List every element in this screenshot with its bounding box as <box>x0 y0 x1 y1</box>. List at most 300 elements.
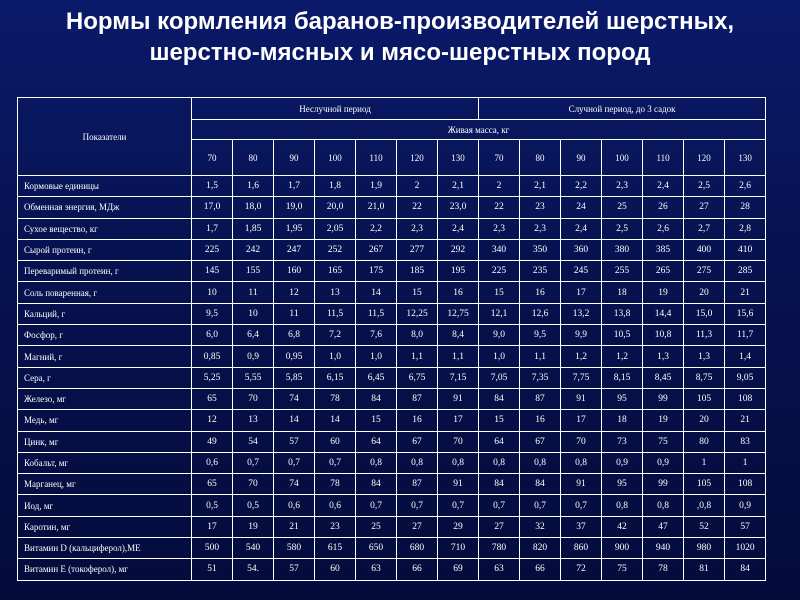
table-cell: 175 <box>356 261 397 282</box>
table-cell: 74 <box>274 474 315 495</box>
table-cell: 5,85 <box>274 367 315 388</box>
table-cell: 18 <box>602 410 643 431</box>
table-cell: 108 <box>725 388 766 409</box>
table-cell: 91 <box>438 474 479 495</box>
table-row <box>18 239 766 260</box>
table-cell: 340 <box>479 239 520 260</box>
table-cell: 8,75 <box>684 367 725 388</box>
table-cell: 0,7 <box>520 495 561 516</box>
table-cell: 15,6 <box>725 303 766 324</box>
row-label: Сухое вещество, кг <box>18 218 192 239</box>
table-cell: 185 <box>397 261 438 282</box>
table-cell: 6,8 <box>274 325 315 346</box>
table-cell: 13 <box>315 282 356 303</box>
table-cell: 7,6 <box>356 325 397 346</box>
live-weight-header: Живая масса, кг <box>192 120 766 140</box>
table-cell: 19 <box>233 516 274 537</box>
table-cell: 2,3 <box>479 218 520 239</box>
table-cell: 14 <box>315 410 356 431</box>
table-cell: 23 <box>520 197 561 218</box>
table-cell: 277 <box>397 239 438 260</box>
table-row <box>18 282 766 303</box>
table-cell: 5,25 <box>192 367 233 388</box>
table-cell: 11,5 <box>315 303 356 324</box>
table-cell: 1,2 <box>561 346 602 367</box>
table-cell: 9,5 <box>192 303 233 324</box>
table-cell: 66 <box>520 559 561 580</box>
table-cell: 11 <box>274 303 315 324</box>
row-label: Кормовые единицы <box>18 176 192 197</box>
table-cell: 7,2 <box>315 325 356 346</box>
table-row <box>18 303 766 324</box>
breeding-weight-header: 80 <box>520 140 561 176</box>
table-cell: 25 <box>602 197 643 218</box>
non-breeding-period-header: Неслучной период <box>192 98 479 120</box>
table-cell: 0,7 <box>274 452 315 473</box>
non-breeding-weight-header: 120 <box>397 140 438 176</box>
table-cell: 84 <box>479 388 520 409</box>
table-cell: 78 <box>315 388 356 409</box>
table-cell: 14,4 <box>643 303 684 324</box>
table-cell: 9,9 <box>561 325 602 346</box>
table-cell: 0,7 <box>561 495 602 516</box>
table-cell: 225 <box>192 239 233 260</box>
table-cell: 66 <box>397 559 438 580</box>
table-cell: 360 <box>561 239 602 260</box>
table-cell: 26 <box>643 197 684 218</box>
table-cell: 0,8 <box>643 495 684 516</box>
table-cell: 69 <box>438 559 479 580</box>
table-cell: 13,8 <box>602 303 643 324</box>
table-cell: 11,5 <box>356 303 397 324</box>
table-cell: 23 <box>315 516 356 537</box>
table-cell: 2 <box>397 176 438 197</box>
table-cell: 0,7 <box>233 452 274 473</box>
table-cell: 0,6 <box>192 452 233 473</box>
feeding-norms-table-container <box>17 97 765 581</box>
table-cell: 8,15 <box>602 367 643 388</box>
row-label: Магний, г <box>18 346 192 367</box>
table-cell: 242 <box>233 239 274 260</box>
table-cell: 15,0 <box>684 303 725 324</box>
table-cell: 0,9 <box>233 346 274 367</box>
table-cell: 9,05 <box>725 367 766 388</box>
row-label: Каротин, мг <box>18 516 192 537</box>
table-cell: 0,8 <box>479 452 520 473</box>
table-cell: 14 <box>274 410 315 431</box>
table-cell: 265 <box>643 261 684 282</box>
table-cell: 84 <box>725 559 766 580</box>
table-cell: 16 <box>520 282 561 303</box>
table-cell: 650 <box>356 538 397 559</box>
row-label: Соль поваренная, г <box>18 282 192 303</box>
table-cell: 0,6 <box>315 495 356 516</box>
breeding-period-header: Случной период, до 3 садок <box>479 98 766 120</box>
table-cell: 99 <box>643 388 684 409</box>
table-row <box>18 538 766 559</box>
table-cell: 21 <box>274 516 315 537</box>
table-row <box>18 559 766 580</box>
non-breeding-weight-header: 80 <box>233 140 274 176</box>
row-label: Иод, мг <box>18 495 192 516</box>
table-cell: 275 <box>684 261 725 282</box>
table-cell: 9,0 <box>479 325 520 346</box>
table-row <box>18 388 766 409</box>
table-cell: 16 <box>397 410 438 431</box>
row-label: Обменная энергия, МДж <box>18 197 192 218</box>
table-cell: 0,7 <box>356 495 397 516</box>
table-cell: 12 <box>274 282 315 303</box>
table-cell: 0,5 <box>192 495 233 516</box>
table-cell: 1,8 <box>315 176 356 197</box>
table-cell: 8,45 <box>643 367 684 388</box>
table-cell: 1,7 <box>274 176 315 197</box>
table-cell: 73 <box>602 431 643 452</box>
table-cell: 1,9 <box>356 176 397 197</box>
row-label: Витамин D (кальциферол),МЕ <box>18 538 192 559</box>
table-cell: 980 <box>684 538 725 559</box>
table-cell: 63 <box>479 559 520 580</box>
table-row <box>18 325 766 346</box>
table-cell: 105 <box>684 388 725 409</box>
table-cell: 255 <box>602 261 643 282</box>
row-label: Витамин Е (токоферол), мг <box>18 559 192 580</box>
table-cell: 6,0 <box>192 325 233 346</box>
table-cell: ,0,8 <box>684 495 725 516</box>
table-cell: 21 <box>725 410 766 431</box>
table-cell: 2 <box>479 176 520 197</box>
title-line-1: Нормы кормления баранов-производителей шерстных, <box>65 8 735 35</box>
row-label: Кобальт, мг <box>18 452 192 473</box>
table-cell: 1,4 <box>725 346 766 367</box>
table-cell: 0,9 <box>643 452 684 473</box>
table-cell: 1,0 <box>356 346 397 367</box>
breeding-weight-header: 120 <box>684 140 725 176</box>
table-cell: 12 <box>192 410 233 431</box>
table-cell: 580 <box>274 538 315 559</box>
table-cell: 64 <box>356 431 397 452</box>
table-cell: 1,1 <box>397 346 438 367</box>
table-cell: 11,7 <box>725 325 766 346</box>
table-cell: 292 <box>438 239 479 260</box>
table-cell: 2,4 <box>438 218 479 239</box>
non-breeding-weight-header: 90 <box>274 140 315 176</box>
table-cell: 1,85 <box>233 218 274 239</box>
table-cell: 54 <box>233 431 274 452</box>
table-cell: 2,5 <box>684 176 725 197</box>
table-cell: 19 <box>643 282 684 303</box>
table-cell: 19,0 <box>274 197 315 218</box>
table-cell: 81 <box>684 559 725 580</box>
table-cell: 0,95 <box>274 346 315 367</box>
table-cell: 780 <box>479 538 520 559</box>
table-cell: 54. <box>233 559 274 580</box>
table-cell: 1,0 <box>479 346 520 367</box>
table-cell: 350 <box>520 239 561 260</box>
table-cell: 247 <box>274 239 315 260</box>
table-cell: 285 <box>725 261 766 282</box>
table-cell: 20,0 <box>315 197 356 218</box>
table-row <box>18 261 766 282</box>
table-cell: 12,25 <box>397 303 438 324</box>
table-cell: 410 <box>725 239 766 260</box>
table-cell: 500 <box>192 538 233 559</box>
table-cell: 22 <box>397 197 438 218</box>
table-cell: 20 <box>684 282 725 303</box>
table-cell: 7,75 <box>561 367 602 388</box>
table-cell: 10,5 <box>602 325 643 346</box>
table-cell: 13,2 <box>561 303 602 324</box>
table-cell: 52 <box>684 516 725 537</box>
table-cell: 87 <box>397 474 438 495</box>
table-cell: 23,0 <box>438 197 479 218</box>
table-cell: 15 <box>397 282 438 303</box>
table-cell: 80 <box>684 431 725 452</box>
table-cell: 17 <box>192 516 233 537</box>
table-cell: 7,05 <box>479 367 520 388</box>
row-label: Кальций, г <box>18 303 192 324</box>
row-label: Цинк, мг <box>18 431 192 452</box>
table-cell: 95 <box>602 388 643 409</box>
table-cell: 16 <box>520 410 561 431</box>
table-cell: 0,8 <box>520 452 561 473</box>
table-cell: 63 <box>356 559 397 580</box>
table-cell: 710 <box>438 538 479 559</box>
table-cell: 860 <box>561 538 602 559</box>
table-cell: 24 <box>561 197 602 218</box>
table-cell: 105 <box>684 474 725 495</box>
table-row <box>18 516 766 537</box>
feeding-norms-table <box>17 97 766 581</box>
table-cell: 27 <box>684 197 725 218</box>
table-row <box>18 176 766 197</box>
table-cell: 42 <box>602 516 643 537</box>
table-cell: 27 <box>479 516 520 537</box>
table-cell: 155 <box>233 261 274 282</box>
table-body <box>18 176 766 581</box>
table-cell: 72 <box>561 559 602 580</box>
table-cell: 21,0 <box>356 197 397 218</box>
table-cell: 540 <box>233 538 274 559</box>
table-cell: 84 <box>479 474 520 495</box>
table-cell: 18,0 <box>233 197 274 218</box>
table-row <box>18 474 766 495</box>
table-cell: 2,05 <box>315 218 356 239</box>
table-cell: 91 <box>561 474 602 495</box>
table-row <box>18 431 766 452</box>
table-row <box>18 410 766 431</box>
table-cell: 65 <box>192 474 233 495</box>
breeding-weight-header: 130 <box>725 140 766 176</box>
table-cell: 2,2 <box>356 218 397 239</box>
table-cell: 195 <box>438 261 479 282</box>
table-cell: 91 <box>438 388 479 409</box>
table-cell: 10 <box>192 282 233 303</box>
table-cell: 60 <box>315 559 356 580</box>
table-cell: 74 <box>274 388 315 409</box>
table-row <box>18 367 766 388</box>
table-cell: 11,3 <box>684 325 725 346</box>
table-cell: 0,6 <box>274 495 315 516</box>
table-cell: 0,9 <box>602 452 643 473</box>
table-cell: 1 <box>684 452 725 473</box>
non-breeding-weight-header: 100 <box>315 140 356 176</box>
table-cell: 75 <box>643 431 684 452</box>
table-cell: 2,6 <box>643 218 684 239</box>
table-cell: 1,1 <box>438 346 479 367</box>
table-cell: 57 <box>274 431 315 452</box>
table-cell: 2,4 <box>643 176 684 197</box>
table-cell: 1,0 <box>315 346 356 367</box>
table-cell: 12,6 <box>520 303 561 324</box>
table-cell: 1,7 <box>192 218 233 239</box>
table-cell: 51 <box>192 559 233 580</box>
table-cell: 91 <box>561 388 602 409</box>
table-cell: 245 <box>561 261 602 282</box>
table-cell: 1 <box>725 452 766 473</box>
table-cell: 67 <box>397 431 438 452</box>
table-cell: 32 <box>520 516 561 537</box>
table-cell: 20 <box>684 410 725 431</box>
table-cell: 400 <box>684 239 725 260</box>
table-cell: 385 <box>643 239 684 260</box>
table-cell: 6,45 <box>356 367 397 388</box>
table-cell: 0,85 <box>192 346 233 367</box>
table-row <box>18 452 766 473</box>
table-cell: 0,8 <box>397 452 438 473</box>
table-cell: 13 <box>233 410 274 431</box>
table-cell: 0,8 <box>356 452 397 473</box>
table-cell: 25 <box>356 516 397 537</box>
table-cell: 2,3 <box>602 176 643 197</box>
table-cell: 87 <box>397 388 438 409</box>
table-cell: 17 <box>561 410 602 431</box>
table-cell: 6,75 <box>397 367 438 388</box>
table-cell: 65 <box>192 388 233 409</box>
table-cell: 84 <box>520 474 561 495</box>
table-cell: 15 <box>479 410 520 431</box>
table-cell: 64 <box>479 431 520 452</box>
table-cell: 940 <box>643 538 684 559</box>
table-cell: 2,8 <box>725 218 766 239</box>
table-cell: 145 <box>192 261 233 282</box>
table-cell: 2,1 <box>438 176 479 197</box>
table-cell: 8,0 <box>397 325 438 346</box>
table-cell: 78 <box>643 559 684 580</box>
table-cell: 0,5 <box>233 495 274 516</box>
table-cell: 70 <box>233 474 274 495</box>
table-cell: 12,75 <box>438 303 479 324</box>
table-cell: 15 <box>356 410 397 431</box>
table-cell: 17 <box>438 410 479 431</box>
table-cell: 0,8 <box>438 452 479 473</box>
table-cell: 235 <box>520 261 561 282</box>
table-cell: 83 <box>725 431 766 452</box>
table-row <box>18 495 766 516</box>
table-cell: 1,2 <box>602 346 643 367</box>
table-cell: 2,1 <box>520 176 561 197</box>
table-cell: 1,5 <box>192 176 233 197</box>
table-cell: 2,4 <box>561 218 602 239</box>
table-cell: 5,55 <box>233 367 274 388</box>
table-cell: 615 <box>315 538 356 559</box>
table-cell: 17,0 <box>192 197 233 218</box>
table-cell: 16 <box>438 282 479 303</box>
table-cell: 78 <box>315 474 356 495</box>
table-cell: 10 <box>233 303 274 324</box>
table-cell: 70 <box>233 388 274 409</box>
non-breeding-weight-header: 130 <box>438 140 479 176</box>
table-cell: 22 <box>479 197 520 218</box>
table-cell: 6,4 <box>233 325 274 346</box>
breeding-weight-header: 100 <box>602 140 643 176</box>
table-cell: 95 <box>602 474 643 495</box>
row-label: Сырой протеин, г <box>18 239 192 260</box>
row-label: Сера, г <box>18 367 192 388</box>
table-cell: 7,15 <box>438 367 479 388</box>
table-cell: 380 <box>602 239 643 260</box>
table-cell: 0,7 <box>397 495 438 516</box>
table-cell: 37 <box>561 516 602 537</box>
table-cell: 1,6 <box>233 176 274 197</box>
table-cell: 1,95 <box>274 218 315 239</box>
breeding-weight-header: 110 <box>643 140 684 176</box>
row-label: Железо, мг <box>18 388 192 409</box>
table-cell: 2,6 <box>725 176 766 197</box>
table-cell: 108 <box>725 474 766 495</box>
table-cell: 67 <box>520 431 561 452</box>
table-cell: 1020 <box>725 538 766 559</box>
table-cell: 60 <box>315 431 356 452</box>
table-row <box>18 218 766 239</box>
table-cell: 57 <box>725 516 766 537</box>
table-cell: 160 <box>274 261 315 282</box>
table-cell: 12,1 <box>479 303 520 324</box>
table-cell: 2,3 <box>520 218 561 239</box>
title-line-2: шерстно-мясных и мясо-шерстных пород <box>149 39 651 66</box>
table-cell: 10,8 <box>643 325 684 346</box>
table-cell: 1,3 <box>643 346 684 367</box>
table-cell: 70 <box>438 431 479 452</box>
table-cell: 165 <box>315 261 356 282</box>
table-cell: 680 <box>397 538 438 559</box>
table-cell: 70 <box>561 431 602 452</box>
table-cell: 15 <box>479 282 520 303</box>
table-cell: 0,7 <box>315 452 356 473</box>
table-cell: 7,35 <box>520 367 561 388</box>
row-label: Фосфор, г <box>18 325 192 346</box>
table-row <box>18 346 766 367</box>
table-cell: 0,9 <box>725 495 766 516</box>
non-breeding-weight-header: 110 <box>356 140 397 176</box>
slide-title <box>0 6 800 68</box>
table-cell: 267 <box>356 239 397 260</box>
table-cell: 6,15 <box>315 367 356 388</box>
indicator-header: Показатели <box>18 98 192 176</box>
table-cell: 21 <box>725 282 766 303</box>
row-label: Марганец, мг <box>18 474 192 495</box>
table-cell: 47 <box>643 516 684 537</box>
table-cell: 29 <box>438 516 479 537</box>
table-cell: 84 <box>356 388 397 409</box>
table-cell: 2,5 <box>602 218 643 239</box>
table-cell: 0,8 <box>602 495 643 516</box>
table-cell: 2,3 <box>397 218 438 239</box>
table-cell: 57 <box>274 559 315 580</box>
non-breeding-weight-header: 70 <box>192 140 233 176</box>
table-cell: 14 <box>356 282 397 303</box>
table-cell: 9,5 <box>520 325 561 346</box>
